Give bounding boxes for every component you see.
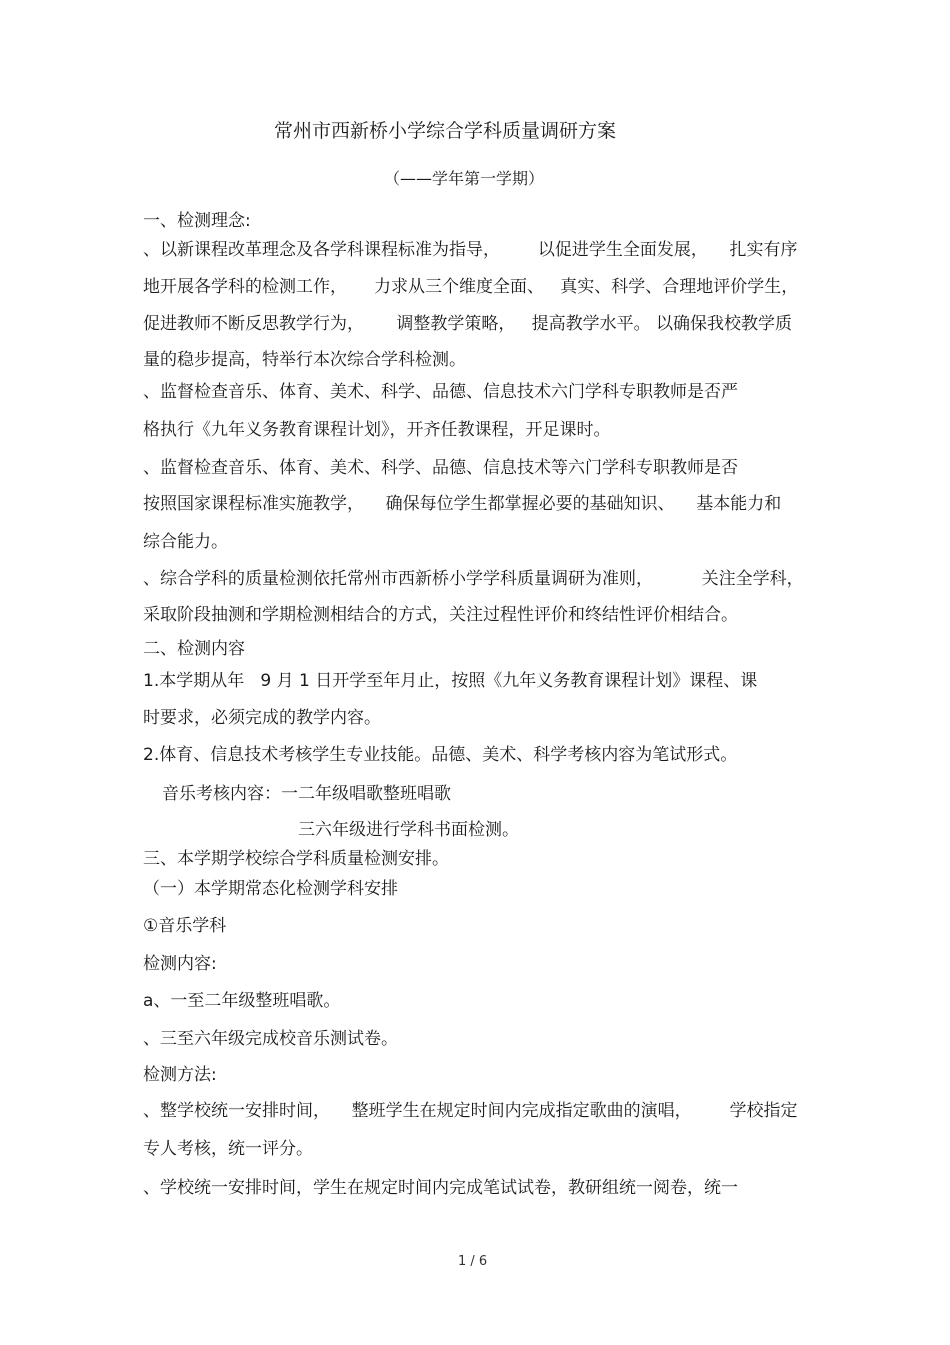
body-line: 量的稳步提高，特举行本次综合学科检测。 <box>143 350 466 370</box>
body-line: 地开展各学科的检测工作， 力求从三个维度全面、 真实、科学、合理地评价学生， <box>143 277 799 297</box>
body-line: 综合能力。 <box>143 532 228 552</box>
body-line: 1.本学期从年 9 月 1 日开学至年月止，按照《九年义务教育课程计划》课程、课 <box>143 671 758 691</box>
document-subtitle: （——学年第一学期） <box>384 169 545 188</box>
section-heading: 二、检测内容 <box>143 639 245 659</box>
document-title: 常州市西新桥小学综合学科质量调研方案 <box>274 120 617 142</box>
body-line: 三六年级进行学科书面检测。 <box>298 820 519 840</box>
body-line: 时要求，必须完成的教学内容。 <box>143 708 381 728</box>
body-line: 、以新课程改革理念及各学科课程标准为指导， 以促进学生全面发展， 扎实有序 <box>143 240 798 260</box>
body-line: 、学校统一安排时间，学生在规定时间内完成笔试试卷，教研组统一阅卷，统一 <box>143 1178 738 1198</box>
body-line: 专人考核，统一评分。 <box>143 1139 313 1159</box>
body-line: 促进教师不断反思教学行为， 调整教学策略， 提高教学水平。 以确保我校教学质 <box>143 314 793 334</box>
body-line: 、综合学科的质量检测依托常州市西新桥小学学科质量调研为准则， 关注全学科， <box>143 569 804 589</box>
body-line: 2.体育、信息技术考核学生专业技能。品德、美术、科学考核内容为笔试形式。 <box>143 745 738 765</box>
body-line: 、监督检查音乐、体育、美术、科学、品德、信息技术六门学科专职教师是否严 <box>143 382 738 402</box>
body-line: 检测方法: <box>143 1065 217 1085</box>
subsection-heading: （一）本学期常态化检测学科安排 <box>143 879 398 899</box>
body-line: 格执行《九年义务教育课程计划》，开齐任教课程，开足课时。 <box>143 420 611 440</box>
page-number: 1 / 6 <box>458 1254 488 1269</box>
section-heading: 一、检测理念: <box>143 211 251 231</box>
body-line: 按照国家课程标准实施教学， 确保每位学生都掌握必要的基础知识、 基本能力和 <box>143 494 782 514</box>
body-line: 、三至六年级完成校音乐测试卷。 <box>143 1029 398 1049</box>
body-line: 采取阶段抽测和学期检测相结合的方式，关注过程性评价和终结性评价相结合。 <box>143 605 738 625</box>
section-heading: 三、本学期学校综合学科质量检测安排。 <box>143 849 449 869</box>
body-line: 、整学校统一安排时间， 整班学生在规定时间内完成指定歌曲的演唱， 学校指定 <box>143 1101 798 1121</box>
body-line: 音乐考核内容：一二年级唱歌整班唱歌 <box>162 784 451 804</box>
body-line: 检测内容: <box>143 954 217 974</box>
body-line: 、监督检查音乐、体育、美术、科学、品德、信息技术等六门学科专职教师是否 <box>143 458 738 478</box>
subject-heading: ①音乐学科 <box>143 916 227 936</box>
body-line: a、一至二年级整班唱歌。 <box>143 991 341 1011</box>
